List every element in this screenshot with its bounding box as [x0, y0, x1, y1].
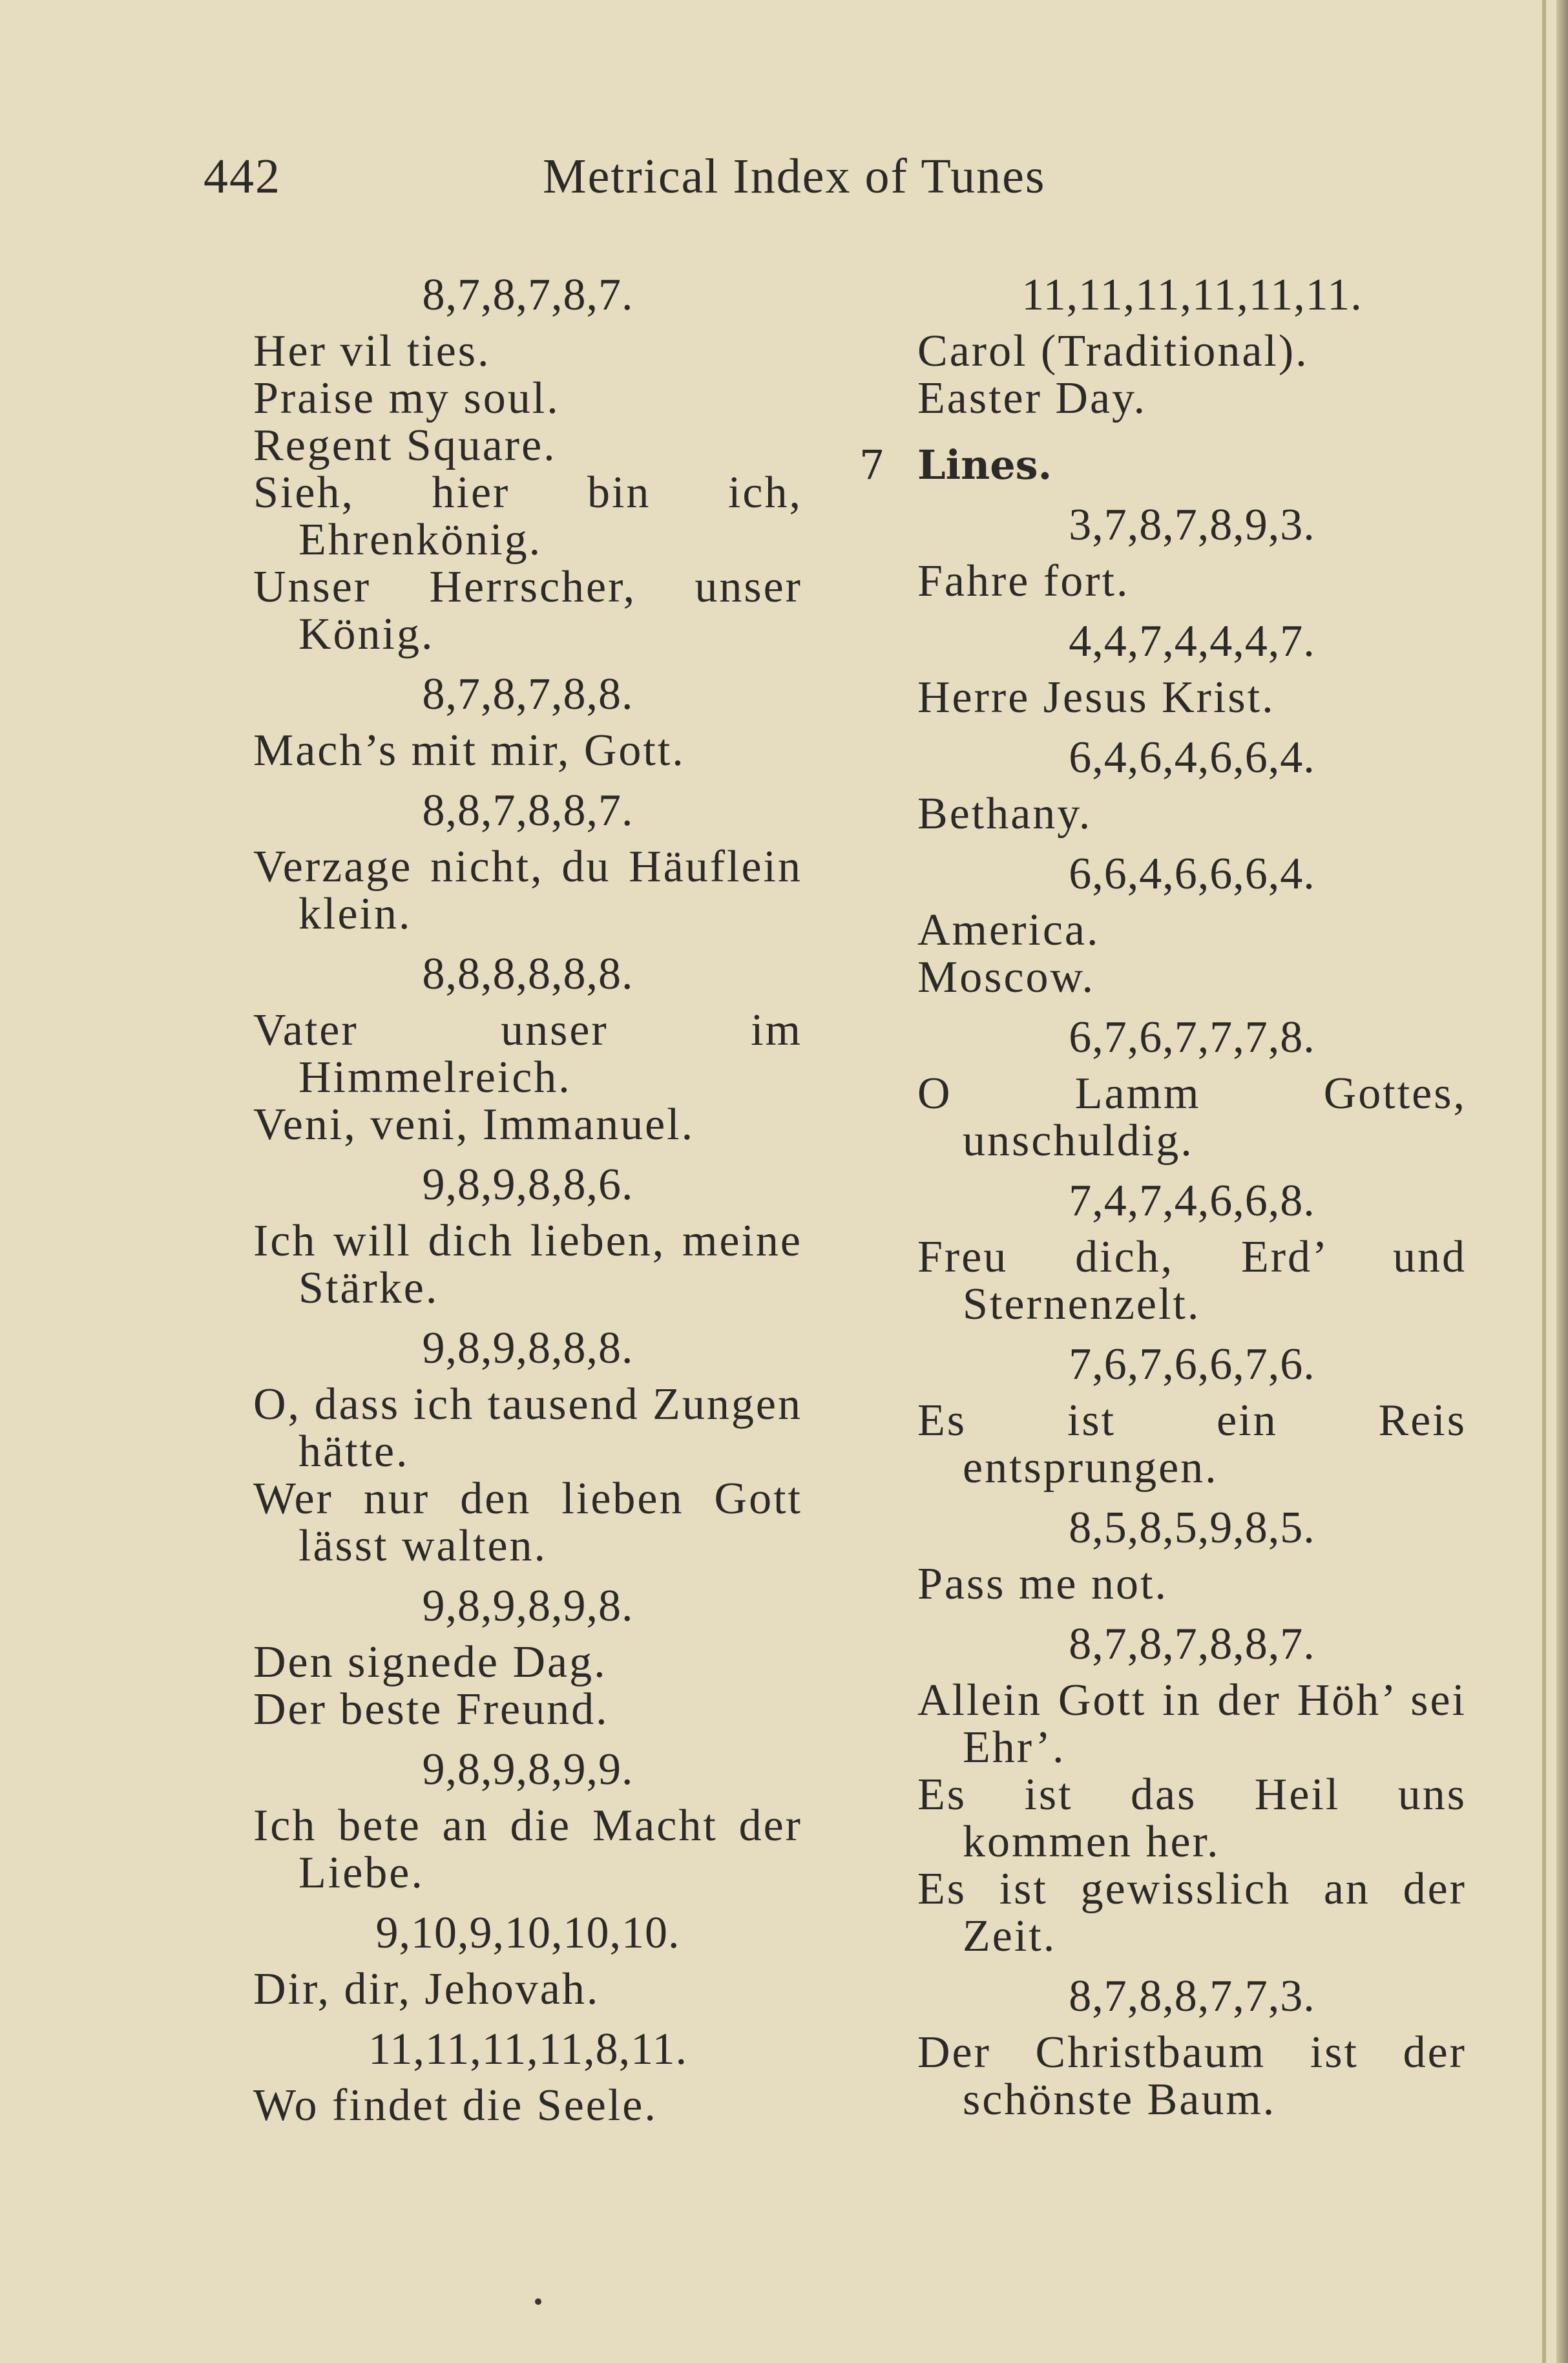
meter-heading: 9,8,9,8,8,8. [422, 1323, 634, 1373]
tune-entry: Dir, dir, Jehovah. [253, 1964, 600, 2014]
tune-entry: Vater unser im Himmelreich. [253, 1005, 802, 1102]
meter-heading: 8,7,8,7,8,8,7. [1069, 1619, 1315, 1669]
section-label: Lines. [917, 441, 1052, 488]
page-header [204, 149, 1173, 213]
tune-entry: Den signede Dag. [253, 1637, 607, 1687]
tune-entry: Pass me not. [917, 1559, 1168, 1609]
tune-entry: Praise my soul. [253, 373, 560, 423]
page-number: 442 [204, 149, 281, 204]
meter-heading: 7,6,7,6,6,7,6. [1069, 1339, 1315, 1389]
page-edge [1556, 0, 1568, 2363]
tune-entry: Easter Day. [917, 373, 1147, 423]
tune-entry: Der beste Freund. [253, 1685, 609, 1734]
tune-entry: Fahre fort. [917, 556, 1130, 606]
meter-heading: 8,7,8,7,8,7. [422, 270, 634, 320]
right-column [859, 270, 1467, 2125]
tune-entry: Wer nur den lieben Gott lässt walten. [253, 1474, 802, 1571]
tune-entry: O Lamm Gottes, unschuldig. [917, 1069, 1467, 1166]
tune-entry: O, dass ich tausend Zungen hätte. [253, 1380, 802, 1476]
page-edge-line [1542, 0, 1546, 2363]
meter-heading: 8,8,8,8,8,8. [422, 949, 634, 999]
tune-entry: Her vil ties. [253, 326, 491, 376]
meter-heading: 9,8,9,8,9,8. [422, 1581, 634, 1631]
tune-entry: Freu dich, Erd’ und Sternenzelt. [917, 1232, 1467, 1329]
tune-entry: Es ist ein Reis entsprungen. [917, 1396, 1467, 1493]
tune-entry: Es ist das Heil uns kommen her. [917, 1770, 1467, 1867]
tune-entry: Moscow. [917, 952, 1096, 1002]
meter-heading: 9,10,9,10,10,10. [375, 1908, 680, 1958]
tune-entry: Herre Jesus Krist. [917, 673, 1275, 722]
tune-entry: Sieh, hier bin ich, Ehrenkönig. [253, 468, 802, 565]
meter-heading: 8,5,8,5,9,8,5. [1069, 1503, 1315, 1553]
meter-heading: 3,7,8,7,8,9,3. [1069, 500, 1315, 550]
tune-entry: Carol (Traditional). [917, 326, 1309, 376]
meter-heading: 6,6,4,6,6,6,4. [1069, 849, 1315, 899]
page-title: Metrical Index of Tunes [543, 149, 1046, 204]
section-number: 7 [859, 441, 885, 488]
tune-entry: Der Christbaum ist der schönste Baum. [917, 2028, 1467, 2125]
left-column [253, 271, 802, 2129]
tune-entry: Mach’s mit mir, Gott. [253, 726, 685, 775]
meter-heading: 11,11,11,11,11,11. [1021, 270, 1363, 320]
meter-heading: 6,7,6,7,7,7,8. [1069, 1013, 1315, 1062]
meter-heading: 9,8,9,8,8,6. [422, 1160, 634, 1210]
meter-heading: 11,11,11,11,8,11. [368, 2024, 687, 2074]
meter-heading: 8,8,7,8,8,7. [422, 786, 634, 835]
tune-entry: Ich will dich lieben, meine Stärke. [253, 1216, 802, 1313]
section-heading [859, 441, 1467, 488]
meter-heading: 8,7,8,7,8,8. [422, 669, 634, 719]
tune-entry: Verzage nicht, du Häuflein klein. [253, 842, 802, 939]
tune-entry: Bethany. [917, 789, 1092, 839]
meter-heading: 8,7,8,8,7,7,3. [1069, 1971, 1315, 2021]
meter-heading: 6,4,6,4,6,6,4. [1069, 733, 1315, 782]
tune-entry: Wo findet die Seele. [253, 2081, 658, 2130]
printer-mark [535, 2298, 541, 2305]
tune-entry: Es ist gewisslich an der Zeit. [917, 1864, 1467, 1961]
meter-heading: 7,4,7,4,6,6,8. [1069, 1176, 1315, 1226]
tune-entry: Ich bete an die Macht der Liebe. [253, 1801, 802, 1898]
tune-entry: Veni, veni, Immanuel. [253, 1100, 695, 1150]
tune-entry: Allein Gott in der Höh’ sei Ehr’. [917, 1675, 1467, 1772]
tune-entry: America. [917, 905, 1100, 955]
meter-heading: 4,4,7,4,4,4,7. [1069, 616, 1315, 666]
tune-entry: Unser Herrscher, unser König. [253, 562, 802, 659]
meter-heading: 9,8,9,8,9,9. [422, 1745, 634, 1794]
tune-entry: Regent Square. [253, 421, 557, 470]
